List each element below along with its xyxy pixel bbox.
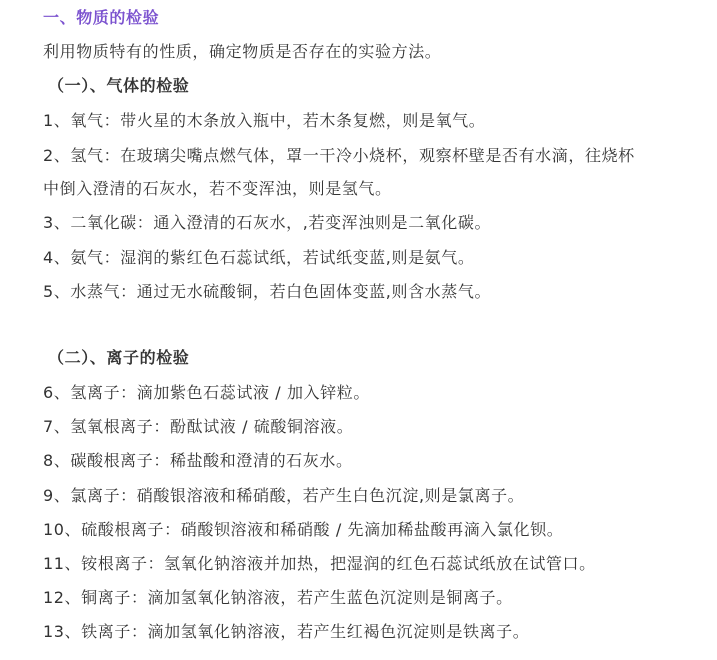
gas-heading: （一）、气体的检验 (48, 76, 190, 95)
ion-item-chloride-ion: 9、氯离子：硝酸银溶液和稀硝酸，若产生白色沉淀,则是氯离子。 (43, 486, 525, 505)
intro-paragraph: 利用物质特有的性质，确定物质是否存在的实验方法。 (43, 42, 442, 61)
ion-item-copper-ion: 12、铜离子：滴加氢氧化钠溶液，若产生蓝色沉淀则是铜离子。 (43, 588, 513, 607)
section-title: 一、物质的检验 (43, 8, 160, 27)
ion-item-sulfate-ion: 10、硫酸根离子：硝酸钡溶液和稀硝酸 / 先滴加稀盐酸再滴入氯化钡。 (43, 520, 564, 539)
ion-item-iron-ion: 13、铁离子：滴加氢氧化钠溶液，若产生红褐色沉淀则是铁离子。 (43, 622, 530, 641)
ion-item-hydroxide-ion: 7、氢氧根离子：酚酞试液 / 硫酸铜溶液。 (43, 417, 354, 436)
gas-item-water-vapor: 5、水蒸气：通过无水硫酸铜，若白色固体变蓝,则含水蒸气。 (43, 282, 492, 301)
gas-item-hydrogen-continued: 中倒入澄清的石灰水，若不变浑浊，则是氢气。 (43, 179, 392, 198)
ion-item-hydrogen-ion: 6、氢离子：滴加紫色石蕊试液 / 加入锌粒。 (43, 383, 370, 402)
gas-item-ammonia: 4、氨气：湿润的紫红色石蕊试纸，若试纸变蓝,则是氨气。 (43, 248, 475, 267)
ion-item-carbonate-ion: 8、碳酸根离子：稀盐酸和澄清的石灰水。 (43, 451, 353, 470)
gas-item-carbon-dioxide: 3、二氧化碳：通入澄清的石灰水，,若变浑浊则是二氧化碳。 (43, 213, 492, 232)
gas-item-hydrogen: 2、氢气：在玻璃尖嘴点燃气体，罩一干冷小烧杯，观察杯壁是否有水滴，往烧杯 (43, 146, 635, 165)
gas-item-oxygen: 1、氧气：带火星的木条放入瓶中，若木条复燃，则是氧气。 (43, 111, 486, 130)
ion-item-ammonium-ion: 11、铵根离子：氢氧化钠溶液并加热，把湿润的红色石蕊试纸放在试管口。 (43, 554, 596, 573)
ion-heading: （二）、离子的检验 (48, 348, 190, 367)
